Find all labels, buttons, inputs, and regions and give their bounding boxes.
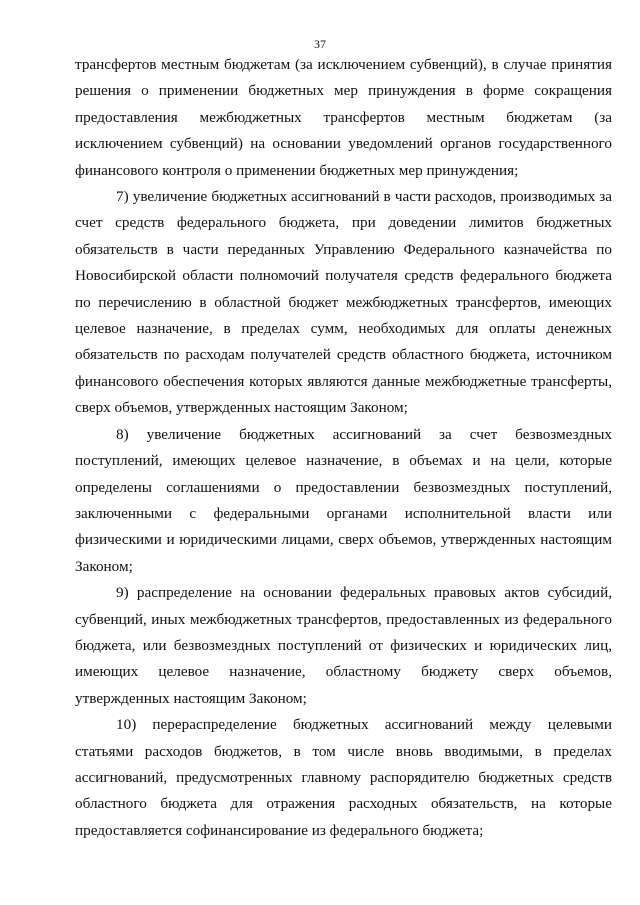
paragraph-continuation: трансфертов местным бюджетам (за исключением субвенций), в случае принятия решения о применении бюджетных мер принуждения в форме сокращения предоставления межбюджетных трансфертов местным бюджетам (за исключением субвенций) на основании уведомлений органов государственного финансового контроля о применении бюджетных мер принуждения; (75, 56, 612, 179)
page-number: 37 (314, 37, 326, 51)
paragraph-item-9: 9) распределение на основании федеральных правовых актов субсидий, субвенций, иных межбюджетных трансфертов, предоставленных из федерального бюджета, или безвозмездных поступлений от физических и юридических лиц, имеющих целевое назначение, областному бюджету сверх объемов, утвержденных настоящим Законом; (75, 584, 612, 707)
document-body (75, 52, 612, 844)
paragraph-item-8: 8) увеличение бюджетных ассигнований за счет безвозмездных поступлений, имеющих целевое назначение, в объемах и на цели, которые определены соглашениями о предоставлении безвозмездных поступлений, заключенными с федеральными органами исполнительной власти или физическими и юридическими лицами, сверх объемов, утвержденных настоящим Законом; (75, 425, 612, 575)
paragraph-item-7: 7) увеличение бюджетных ассигнований в части расходов, производимых за счет средств федерального бюджета, при доведении лимитов бюджетных обязательств в части переданных Управлению Федерального казначейства по Новосибирской области полномочий получателя средств федерального бюджета по перечислению в областной бюджет межбюджетных трансфертов, имеющих целевое назначение, в пределах сумм, необходимых для оплаты денежных обязательств по расходам получателей средств областного бюджета, источником финансового обеспечения которых являются данные межбюджетные трансферты, сверх объемов, утвержденных настоящим Законом; (75, 188, 612, 417)
paragraph-item-10: 10) перераспределение бюджетных ассигнований между целевыми статьями расходов бюджетов, в том числе вновь вводимыми, в пределах ассигнований, предусмотренных главному распорядителю бюджетных средств областного бюджета для отражения расходных обязательств, на которые предоставляется софинансирование из федерального бюджета; (75, 716, 612, 839)
